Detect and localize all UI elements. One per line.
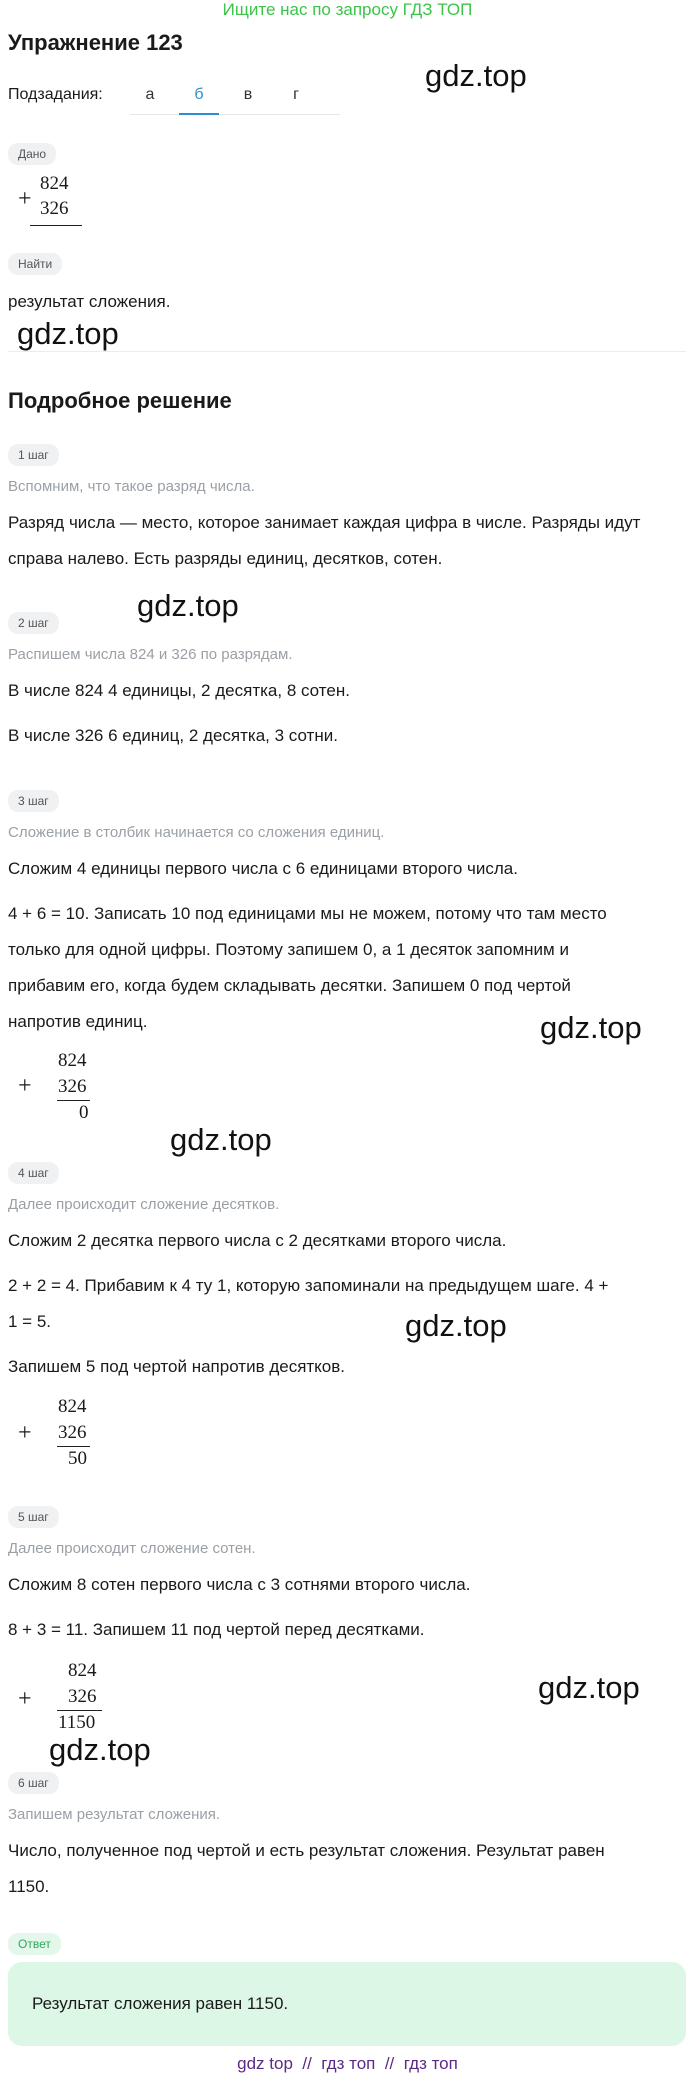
step-4-line-1: 2 + 2 = 4. Прибавим к 4 ту 1, которую запоминали на предыдущем шаге. 4 + bbox=[8, 1276, 609, 1295]
given-chip: Дано bbox=[8, 143, 56, 165]
step-4-line-2: 1 = 5. bbox=[8, 1312, 52, 1331]
step-6-line-1: Число, полученное под чертой и есть результат сложения. Результат равен bbox=[8, 1841, 605, 1860]
watermark: gdz.top bbox=[49, 1732, 151, 1767]
find-chip: Найти bbox=[8, 253, 62, 275]
column-addend-2: 326 bbox=[58, 1422, 87, 1443]
watermark: gdz.top bbox=[17, 316, 119, 351]
step-3-chip: 3 шаг bbox=[8, 790, 59, 812]
step-2-hint: Распишем числа 824 и 326 по разрядам. bbox=[8, 646, 293, 663]
page-title: Упражнение 123 bbox=[8, 30, 183, 55]
watermark: gdz.top bbox=[137, 588, 239, 623]
step-4-text-1: Сложим 2 десятка первого числа с 2 десятками второго числа. bbox=[8, 1231, 507, 1250]
step-1-chip: 1 шаг bbox=[8, 444, 59, 466]
column-plus: + bbox=[18, 1420, 32, 1446]
watermark: gdz.top bbox=[540, 1010, 642, 1045]
footer-links[interactable]: gdz top // гдз топ // гдз топ bbox=[237, 2054, 458, 2073]
sum-line bbox=[30, 225, 82, 226]
step-6-hint: Запишем результат сложения. bbox=[8, 1806, 221, 1823]
tab-b[interactable]: б bbox=[194, 86, 204, 103]
step-3-line-1: 4 + 6 = 10. Записать 10 под единицами мы не можем, потому что там место bbox=[8, 904, 607, 923]
column-addend-2: 326 bbox=[68, 1686, 97, 1707]
given-addend-1: 824 bbox=[40, 173, 69, 194]
column-plus: + bbox=[18, 1686, 32, 1712]
step-3-line-4: напротив единиц. bbox=[8, 1012, 148, 1031]
column-line bbox=[57, 1710, 102, 1711]
active-tab-indicator bbox=[179, 113, 219, 115]
tab-a[interactable]: а bbox=[145, 86, 155, 103]
column-line bbox=[57, 1100, 90, 1101]
step-4-hint: Далее происходит сложение десятков. bbox=[8, 1196, 280, 1213]
tab-g[interactable]: г bbox=[293, 86, 299, 103]
watermark: gdz.top bbox=[538, 1670, 640, 1705]
section-divider bbox=[8, 351, 686, 352]
step-5-text-1: Сложим 8 сотен первого числа с 3 сотнями второго числа. bbox=[8, 1575, 471, 1594]
solution-title: Подробное решение bbox=[8, 388, 232, 413]
step-1-text: Разряд числа — место, которое занимает каждая цифра в числе. Разряды идут справа налево. Есть разряды единиц, десятков, сотен. bbox=[8, 513, 641, 568]
answer-text: Результат сложения равен 1150. bbox=[32, 1994, 289, 2013]
tabs-baseline bbox=[130, 114, 340, 115]
subtasks-label: Подзадания: bbox=[8, 86, 103, 103]
column-plus: + bbox=[18, 1073, 32, 1099]
step-6-chip: 6 шаг bbox=[8, 1772, 59, 1794]
step-3-text-1: Сложим 4 единицы первого числа с 6 единицами второго числа. bbox=[8, 859, 518, 878]
column-addend-1: 824 bbox=[58, 1050, 87, 1071]
watermark: gdz.top bbox=[425, 58, 527, 93]
tab-v[interactable]: в bbox=[243, 86, 253, 103]
watermark: gdz.top bbox=[405, 1308, 507, 1343]
step-5-hint: Далее происходит сложение сотен. bbox=[8, 1540, 256, 1557]
step-4-text-3: Запишем 5 под чертой напротив десятков. bbox=[8, 1357, 346, 1376]
column-result: 0 bbox=[79, 1102, 89, 1123]
column-result: 50 bbox=[68, 1448, 87, 1469]
watermark: gdz.top bbox=[170, 1122, 272, 1157]
step-3-line-3: прибавим его, когда будем складывать десятки. Запишем 0 под чертой bbox=[8, 976, 571, 995]
step-3-hint: Сложение в столбик начинается со сложения единиц. bbox=[8, 824, 385, 841]
step-5-chip: 5 шаг bbox=[8, 1506, 59, 1528]
step-2-text-1: В числе 824 4 единицы, 2 десятка, 8 сотен. bbox=[8, 681, 350, 700]
column-addend-1: 824 bbox=[68, 1660, 97, 1681]
column-addend-2: 326 bbox=[58, 1076, 87, 1097]
step-6-line-2: 1150. bbox=[8, 1877, 50, 1896]
column-line bbox=[57, 1446, 90, 1447]
find-text: результат сложения. bbox=[8, 292, 171, 311]
step-5-text-2: 8 + 3 = 11. Запишем 11 под чертой перед десятками. bbox=[8, 1620, 425, 1639]
step-4-chip: 4 шаг bbox=[8, 1162, 59, 1184]
column-result: 1150 bbox=[58, 1712, 96, 1733]
given-addend-2: 326 bbox=[40, 198, 69, 219]
top-banner: Ищите нас по запросу ГДЗ ТОП bbox=[222, 0, 473, 19]
step-2-chip: 2 шаг bbox=[8, 612, 59, 634]
answer-chip: Ответ bbox=[8, 1933, 61, 1955]
step-3-line-2: только для одной цифры. Поэтому запишем 0, а 1 десяток запомним и bbox=[8, 940, 569, 959]
step-2-text-2: В числе 326 6 единиц, 2 десятка, 3 сотни. bbox=[8, 726, 338, 745]
column-addend-1: 824 bbox=[58, 1396, 87, 1417]
step-1-hint: Вспомним, что такое разряд числа. bbox=[8, 478, 255, 495]
plus-sign: + bbox=[18, 186, 32, 212]
